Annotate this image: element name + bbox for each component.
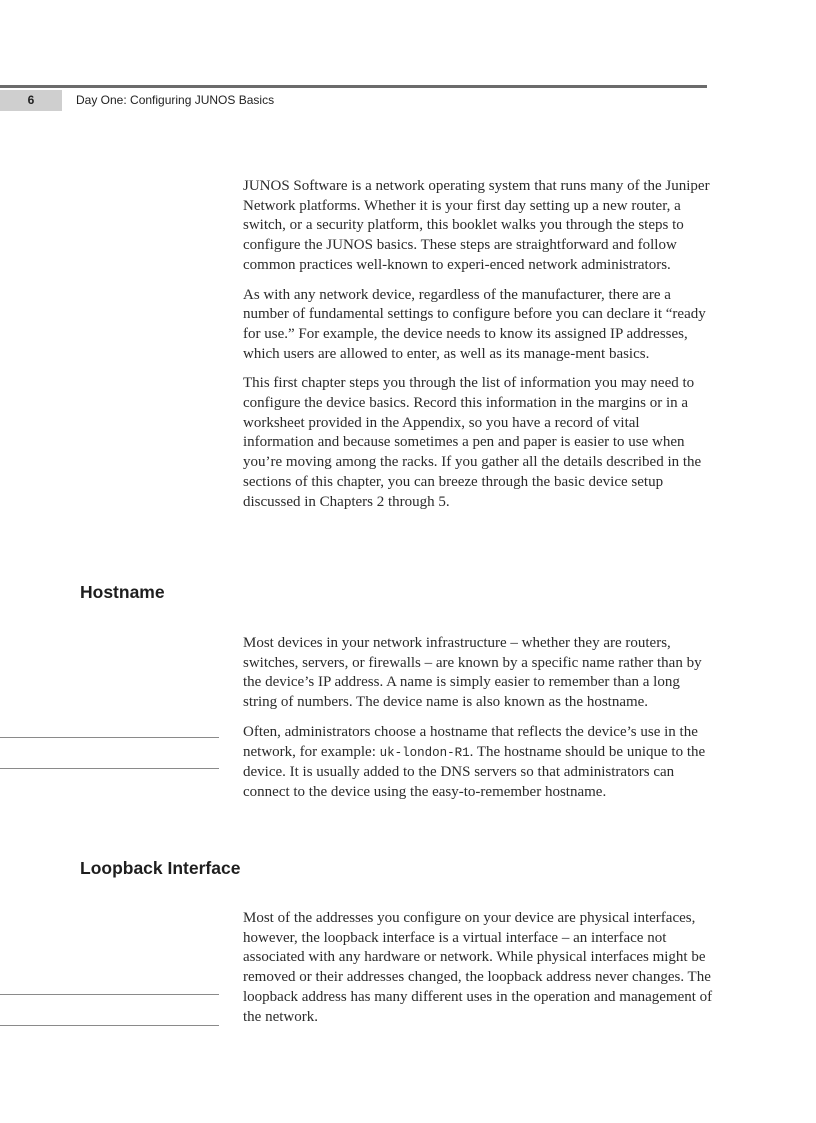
hostname-paragraph-1: Most devices in your network infrastructure – whether they are routers, switches, servers, or firewalls – are known by a specific name rather than by the device’s IP address. A name is simply easier to remember than a long string of numbers. The device name is also known as the hostname. xyxy=(243,635,702,711)
hostname-paragraph-2 xyxy=(243,723,713,803)
running-header xyxy=(0,85,707,112)
hostname-section xyxy=(243,634,713,813)
margin-note-line xyxy=(0,737,219,738)
margin-note-line xyxy=(0,1025,219,1026)
running-title: Day One: Configuring JUNOS Basics xyxy=(76,93,275,107)
hostname-paragraph-2-rest: . The hostname should be unique to the device. It is usually added to the DNS servers so that administrators can connect to the device using the easy-to-remember hostname. xyxy=(243,743,706,800)
loopback-paragraph-1: Most of the addresses you configure on your device are physical interfaces, however, the loopback interface is a virtual interface – an interface not associated with any hardware or network. While physical interfaces might be removed or their addresses changed, the loopback address never changes. The loopback address has many different uses in the operation and management of the network. xyxy=(243,910,713,1025)
page-number: 6 xyxy=(0,90,62,111)
intro-section xyxy=(243,177,713,522)
loopback-heading: Loopback Interface xyxy=(80,858,241,878)
intro-paragraph-1: JUNOS Software is a network operating system that runs many of the Juniper Network platforms. Whether it is your first day setting up a new router, a switch, or a security platform, this booklet walks you through the steps to configure the JUNOS basics. These steps are straightforward and follow common practices well-known to experi-enced network administrators. xyxy=(243,178,710,273)
margin-note-line xyxy=(0,768,219,769)
hostname-paragraph-2-text: Often, administrators choose a hostname that reflects the device’s use in the network, for example: xyxy=(243,723,698,760)
margin-note-line xyxy=(0,994,219,995)
intro-paragraph-2: As with any network device, regardless of the manufacturer, there are a number of fundamental settings to configure before you can declare it “ready for use.” For example, the device needs to know its assigned IP addresses, which users are allowed to enter, as well as its manage-ment basics. xyxy=(243,286,706,362)
hostname-example-code: uk-london-R1 xyxy=(379,745,470,760)
intro-paragraph-3: This first chapter steps you through the list of information you may need to configure the device basics. Record this information in the margins or in a worksheet provided in the Appendix, so you have a record of vital information and because sometimes a pen and paper is easier to use when you’re moving among the racks. If you gather all the details described in the sections of this chapter, you can breeze through the basic device setup discussed in Chapters 2 through 5. xyxy=(243,375,702,510)
hostname-heading: Hostname xyxy=(80,582,165,602)
loopback-section xyxy=(243,909,713,1037)
